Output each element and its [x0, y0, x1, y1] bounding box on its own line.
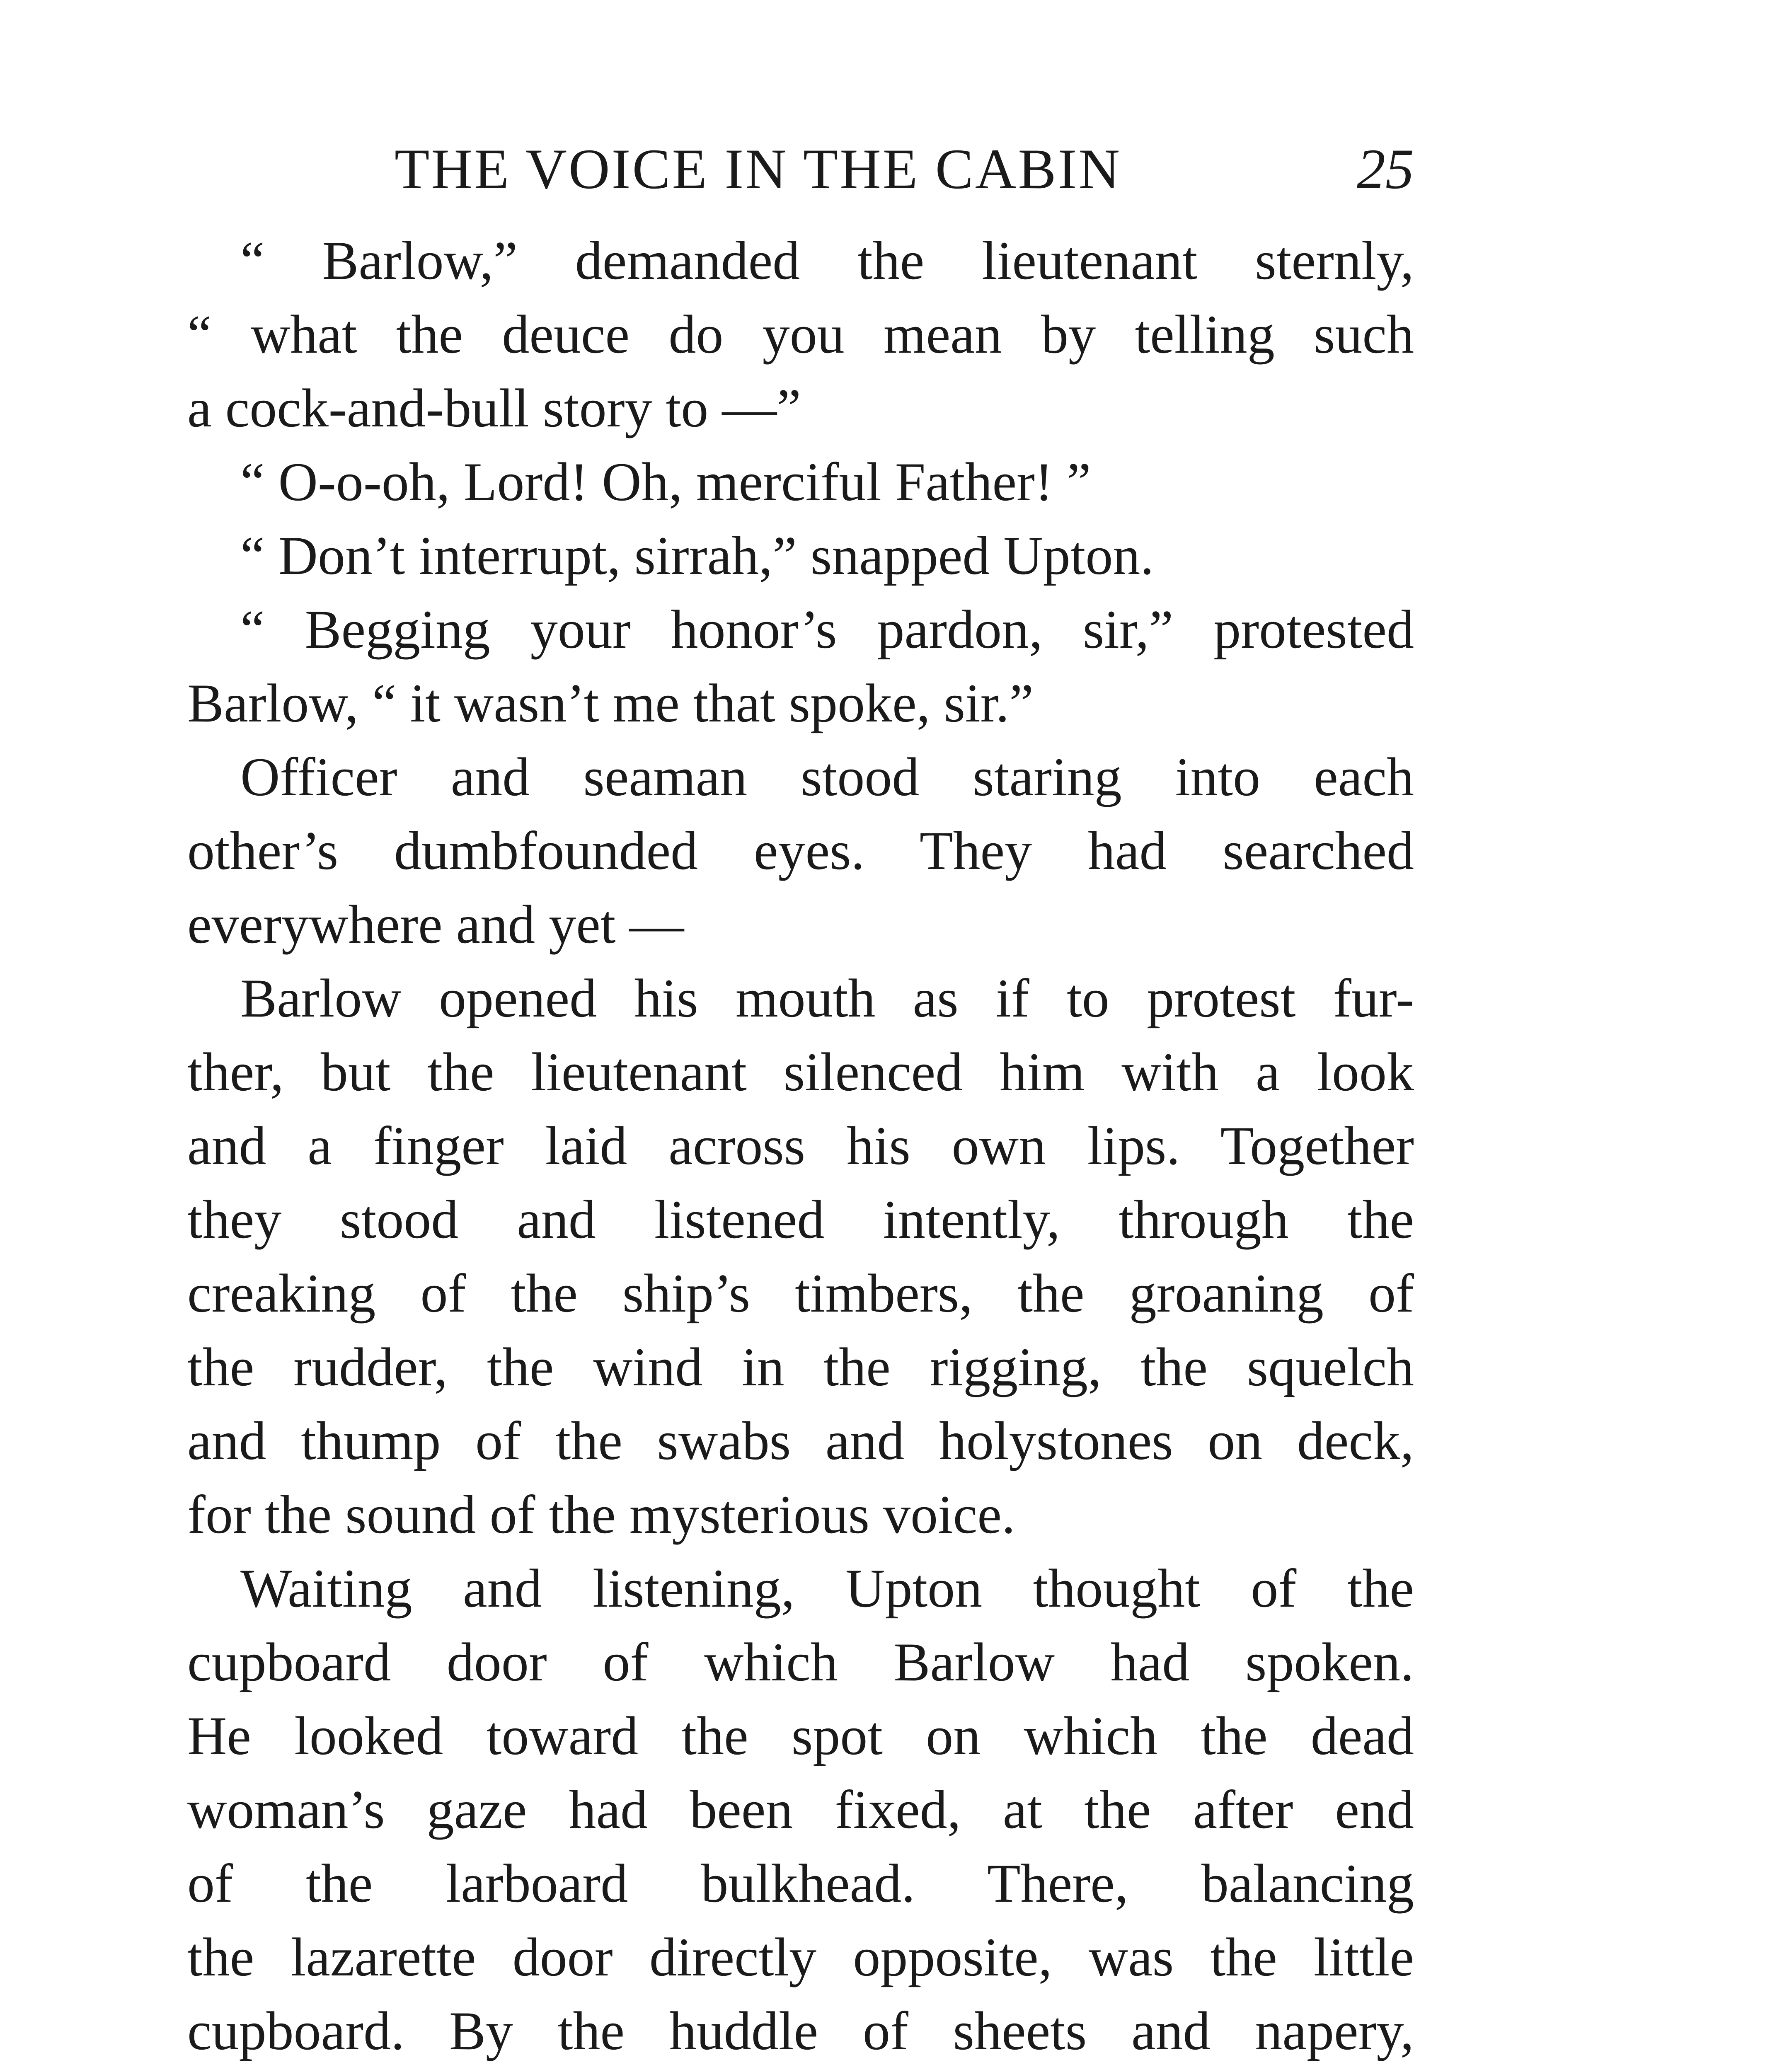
page-number: 25: [1357, 137, 1414, 201]
text-line: and a finger laid across his own lips. Together: [187, 1115, 1414, 1176]
text-line: “ Don’t interrupt, sirrah,” snapped Upton.: [240, 525, 1154, 586]
text-line: other’s dumbfounded eyes. They had searched: [187, 820, 1414, 881]
text-line: woman’s gaze had been fixed, at the after end: [187, 1779, 1414, 1840]
running-head-title: THE VOICE IN THE CABIN: [395, 137, 1122, 201]
text-line: creaking of the ship’s timbers, the groaning of: [187, 1263, 1414, 1324]
text-line: [187, 2068, 1414, 2072]
text-line: the lazarette door directly opposite, was the little: [187, 1927, 1414, 1987]
text-line: He looked toward the spot on which the dead: [187, 1705, 1414, 1766]
text-line: cupboard. By the huddle of sheets and napery,: [187, 2000, 1414, 2061]
text-line: “ Barlow,” demanded the lieutenant sternly,: [240, 230, 1414, 291]
text-line: ther, but the lieutenant silenced him with a look: [187, 1041, 1414, 1102]
text-line: and thump of the swabs and holystones on deck,: [187, 1410, 1414, 1471]
text-line: cupboard door of which Barlow had spoken.: [187, 1631, 1414, 1692]
text-line: Barlow, “ it wasn’t me that spoke, sir.”: [187, 673, 1034, 733]
text-line: a cock-and-bull story to —”: [187, 378, 801, 438]
text-line: for the sound of the mysterious voice.: [187, 1484, 1015, 1545]
text-line: Officer and seaman stood staring into each: [240, 746, 1414, 807]
text-line: Waiting and listening, Upton thought of the: [240, 1558, 1414, 1619]
body-text: [187, 224, 1414, 2072]
text-line: Barlow opened his mouth as if to protest fur-: [240, 968, 1414, 1029]
running-head: [187, 132, 1414, 206]
text-line: everywhere and yet —: [187, 894, 684, 955]
text-line: “ O-o-oh, Lord! Oh, merciful Father! ”: [240, 451, 1091, 512]
text-line: of the larboard bulkhead. There, balancing: [187, 1853, 1414, 1914]
text-line: “ Begging your honor’s pardon, sir,” protested: [240, 599, 1414, 660]
text-line: “ what the deuce do you mean by telling such: [187, 304, 1414, 365]
text-line: the rudder, the wind in the rigging, the squelch: [187, 1336, 1414, 1397]
text-line: they stood and listened intently, through the: [187, 1189, 1414, 1250]
